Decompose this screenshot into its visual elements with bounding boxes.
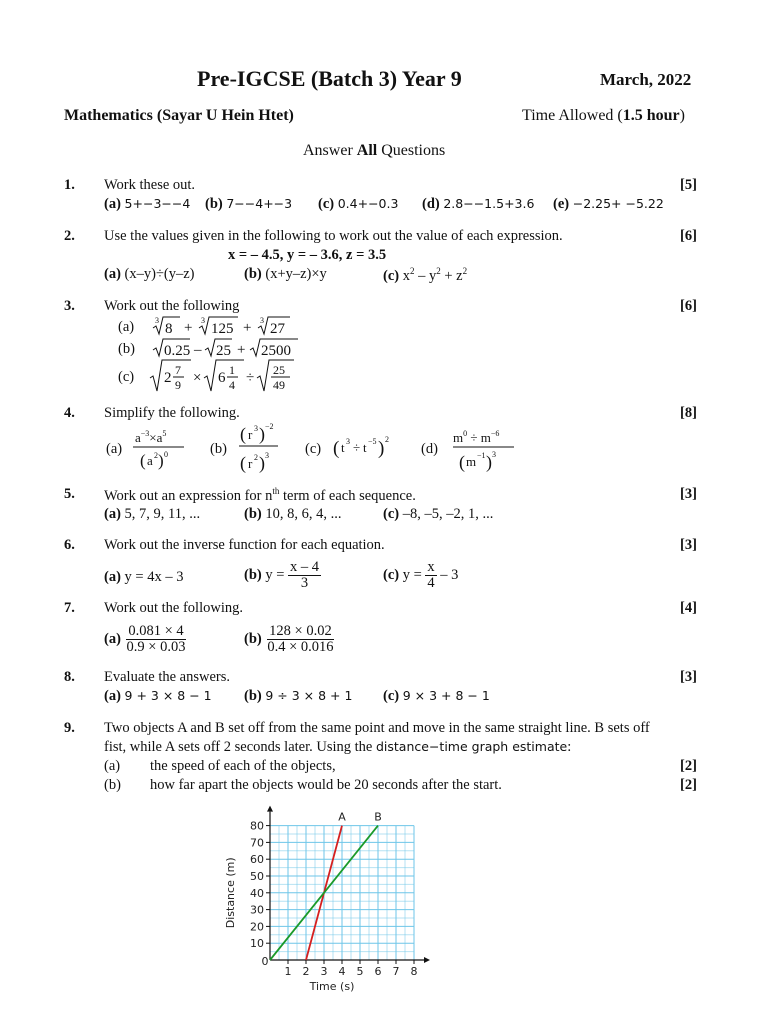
q6-b-label: (b) [244,567,262,584]
q3-c-num-3: 25 [273,363,285,377]
q1-a-expr: 5+−3−−4 [124,196,191,211]
q9-a-text: the speed of each of the objects, [150,758,336,774]
q1-marks: [5] [680,177,697,193]
q4-b-bot-inner: 2 [254,453,258,462]
q8-b-expr: 9 ÷ 3 × 8 + 1 [265,688,353,703]
q3-b-plus: + [237,342,246,358]
q1-b-expr: 7−−4+−3 [226,196,293,211]
q1-e-label: (e) [553,196,570,212]
q2-c-sup3: 2 [462,266,468,276]
q7-b-num: 128 × 0.02 [269,623,332,639]
q4-a-base: a [147,453,153,468]
q4-c-exp2: −5 [368,437,377,446]
q5-text-a: Work out an expression for n [104,487,273,504]
q1-c-label: (c) [318,196,335,212]
q4-a-inner-exp: 2 [154,451,158,460]
q8-c-expr: 9 × 3 + 8 − 1 [402,688,490,703]
q7-part-b [244,624,336,655]
q5-c-label: (c) [383,506,400,522]
q2-b-expr: (x+y–z)×y [265,266,327,282]
x-tick-label: 1 [284,965,292,978]
q1-b-label: (b) [205,196,223,212]
q6-c-num: x [427,559,435,575]
q6-part-c [383,560,458,591]
q4-c-outer: 2 [385,435,389,444]
q2-part-a [104,266,195,283]
q3-a-plus-1: + [184,320,193,336]
q3-a-term-2: 125 [211,321,234,337]
q9-b-text: how far apart the objects would be 20 seconds after the start. [150,777,502,793]
q3-c-divide: ÷ [246,370,255,386]
distance-time-chart [220,800,440,1000]
q1-d-label: (d) [422,196,440,212]
q4-a-outer-exp: 0 [164,450,168,459]
q6-c-tail: – 3 [440,567,459,584]
page-title: Pre-IGCSE (Batch 3) Year 9 [197,66,462,91]
q3-c-den-2: 4 [229,378,235,392]
x-axis-label: Time (s) [309,980,355,993]
q4-b-lparen-top: ( [240,424,246,444]
q5-text [104,486,416,505]
q3-marks: [6] [680,298,697,314]
q8-c-label: (c) [383,688,400,704]
q1-part-a [104,196,190,213]
q4-c-t1: t [341,440,345,455]
q3-c-times: × [193,370,202,386]
q8-marks: [3] [680,669,697,685]
q7-marks: [4] [680,600,697,616]
q4-d-label: (d) [421,441,438,457]
q4-d-expression [450,424,520,474]
q4-d-lparen: ( [459,452,465,472]
q7-number: 7. [64,600,75,616]
q9-number: 9. [64,720,75,736]
q4-c-exp1: 3 [346,437,350,446]
q3-c-den-1: 9 [175,378,181,392]
q3-c-num-2: 1 [229,363,235,377]
q5-text-sup: th [272,486,280,496]
q5-part-c [383,506,493,523]
x-tick-label: 3 [320,965,328,978]
q3-b-term-3: 2500 [261,343,291,359]
q3-b-expression [150,336,310,360]
q1-part-b [205,196,292,213]
q4-b-label: (b) [210,441,227,457]
q1-a-label: (a) [104,196,121,212]
x-tick-label: 6 [374,965,382,978]
q4-d-base: m [466,454,477,469]
q9-b-marks: [2] [680,777,697,793]
q5-b-label: (b) [244,506,262,522]
q6-b-frac [288,560,321,591]
q4-b-top-inner: 3 [254,424,258,433]
q4-d-numerator: $m^0 \div m^{-6}$ [453,429,500,445]
x-tick-label: 7 [392,965,400,978]
y-tick-label: 70 [250,836,264,850]
q9-b-label: (b) [104,777,121,793]
q9-line2a: fist, while A sets off 2 seconds later. Using the [104,739,376,755]
q7-part-a [104,624,187,655]
q6-c-label: (c) [383,567,400,584]
q6-b-den: 3 [300,575,309,592]
q9-a-label: (a) [104,758,121,774]
y-tick-label: 30 [250,903,264,917]
y-tick-label: 80 [250,819,264,833]
q3-c-den-3: 49 [273,378,285,392]
q4-marks: [8] [680,405,697,421]
q3-text: Work out the following [104,298,240,314]
q9-line2 [104,739,571,756]
answer-prefix: Answer [303,142,357,159]
q4-d-rparen: ) [486,452,492,472]
q3-c-num-1: 7 [175,363,181,377]
q4-c-rparen: ) [378,438,385,459]
q6-b-lhs: y = [265,567,285,584]
q8-part-a [104,688,212,705]
q4-text: Simplify the following. [104,405,240,421]
q4-number: 4. [64,405,75,421]
q5-number: 5. [64,486,75,502]
q7-b-label: (b) [244,631,262,648]
y-axis-label: Distance (m) [224,857,237,929]
q2-c-z: + z [440,267,463,284]
q8-b-label: (b) [244,688,262,704]
q6-a-expr: y = 4x – 3 [124,569,184,585]
q2-c-x: x [402,267,410,284]
q5-text-b: term of each sequence. [279,487,416,504]
q4-d-inner: −1 [477,451,486,460]
q5-a-label: (a) [104,506,121,522]
q4-a-rparen: ) [158,451,164,470]
time-suffix: ) [679,107,685,124]
q6-number: 6. [64,537,75,553]
q7-b-den: 0.4 × 0.016 [267,639,334,656]
q4-b-rparen-top: ) [259,424,265,444]
q3-a-index-1: 3 [155,316,159,325]
q2-number: 2. [64,228,75,244]
q7-text: Work out the following. [104,600,243,616]
q1-text: Work these out. [104,177,196,193]
q3-c-label: (c) [118,369,135,385]
q4-b-top-base: r [248,427,253,442]
q3-a-index-3: 3 [260,316,264,325]
q2-a-expr: (x–y)÷(y–z) [124,266,195,282]
q3-a-expression [150,314,310,338]
q3-c-expression [148,358,308,394]
q3-b-minus: – [194,342,202,358]
time-prefix: Time Allowed ( [522,107,623,124]
q6-part-a [104,569,183,586]
q1-number: 1. [64,177,75,193]
q3-b-term-1: 0.25 [164,343,191,359]
q6-text: Work out the inverse function for each equation. [104,537,385,553]
y-tick-label: 10 [250,937,264,951]
q3-a-index-2: 3 [201,316,205,325]
q6-b-num: x – 4 [290,559,320,575]
q7-a-label: (a) [104,631,121,648]
q8-a-label: (a) [104,688,121,704]
q4-b-top-outer: −2 [265,422,274,431]
q4-d-outer: 3 [492,450,496,459]
q6-c-lhs: y = [402,567,422,584]
q5-a-expr: 5, 7, 9, 11, ... [124,506,201,522]
q2-c-sup2: 2 [436,266,441,276]
q6-marks: [3] [680,537,697,553]
q6-c-frac [425,560,436,591]
q4-c-expression [330,430,410,464]
x-tick-label: 8 [410,965,418,978]
q3-a-term-1: 8 [165,321,173,337]
x-tick-label: 4 [338,965,346,978]
q9-line1: Two objects A and B set off from the same point and move in the same straight line. B sets off [104,720,650,736]
x-tick-label: 5 [356,965,364,978]
q5-marks: [3] [680,486,697,502]
q2-marks: [6] [680,228,697,244]
q2-text: Use the values given in the following to work out the value of each expression. [104,228,563,244]
q4-b-bot-outer: 3 [265,451,269,460]
q8-a-expr: 9 + 3 × 8 − 1 [124,688,212,703]
series-label-b: B [374,810,382,824]
time-value: 1.5 hour [622,107,680,124]
q9-line2b: distance−time graph estimate [375,739,568,754]
answer-instruction [303,142,445,160]
y-tick-label: 60 [250,853,264,867]
q6-a-label: (a) [104,569,121,585]
q1-d-expr: 2.8−−1.5+3.6 [443,196,535,211]
q3-a-plus-2: + [243,320,252,336]
y-tick-label: 20 [250,920,264,934]
q9-a-marks: [2] [680,758,697,774]
q8-text: Evaluate the answers. [104,669,231,685]
q7-a-num: 0.081 × 4 [128,623,184,639]
q2-part-c [383,266,467,285]
q3-a-label: (a) [118,319,135,335]
q8-part-c [383,688,490,705]
y-tick-label: 50 [250,870,264,883]
q3-c-whole-1: 2 [164,370,172,386]
q5-b-expr: 10, 8, 6, 4, ... [265,506,342,522]
q2-values: x = – 4.5, y = – 3.6, z = 3.5 [228,247,387,263]
q7-b-frac [265,624,335,655]
q3-b-label: (b) [118,341,135,357]
q4-c-div: ÷ [353,440,361,455]
y-axis-arrow [267,806,273,812]
q7-a-frac [125,624,188,655]
q5-part-b [244,506,341,523]
q4-b-rparen-bot: ) [259,453,265,473]
q2-c-label: (c) [383,267,400,284]
q8-part-b [244,688,352,705]
q4-b-lparen-bot: ( [240,453,246,473]
exam-date: March, 2022 [600,70,692,89]
series-label-a: A [338,810,346,824]
q8-number: 8. [64,669,75,685]
q3-a-term-3: 27 [270,321,285,337]
answer-suffix: Questions [377,142,446,159]
q1-part-d [422,196,534,213]
q4-a-lparen: ( [140,451,146,470]
x-tick-label: 0 [261,955,269,968]
answer-bold: All [356,142,378,159]
q9-line2c: : [567,739,572,755]
q1-part-c [318,196,398,213]
q3-c-whole-2: 6 [218,370,226,386]
q3-b-term-2: 25 [216,343,231,359]
q1-e-expr: −2.25+ −5.22 [572,196,664,211]
q2-c-y: – y [414,267,437,284]
q4-a-label: (a) [106,441,123,457]
q7-a-den: 0.9 × 0.03 [126,639,186,656]
q2-a-label: (a) [104,266,121,282]
time-allowed [522,107,685,125]
q2-part-b [244,266,327,283]
x-axis-arrow [424,957,430,963]
q2-b-label: (b) [244,266,262,282]
q4-c-label: (c) [305,441,322,457]
q2-c-sup1: 2 [409,266,415,276]
x-tick-label: 2 [302,965,310,978]
q5-part-a [104,506,200,523]
q4-c-t2: t [363,440,367,455]
q1-part-e [553,196,664,213]
q4-c-lparen: ( [333,438,340,459]
q4-b-expression [236,418,286,476]
q1-c-expr: 0.4+−0.3 [337,196,399,211]
q3-number: 3. [64,298,75,314]
subject-line: Mathematics (Sayar U Hein Htet) [64,107,294,124]
q4-b-bot-base: r [248,456,253,471]
q6-c-den: 4 [427,575,435,592]
q4-a-numerator: $a^{-3}\times a^5$ [135,429,167,445]
q6-part-b [244,560,321,591]
y-tick-label: 40 [250,886,264,900]
q5-c-expr: –8, –5, –2, 1, ... [402,506,494,522]
q4-a-expression [130,424,190,474]
